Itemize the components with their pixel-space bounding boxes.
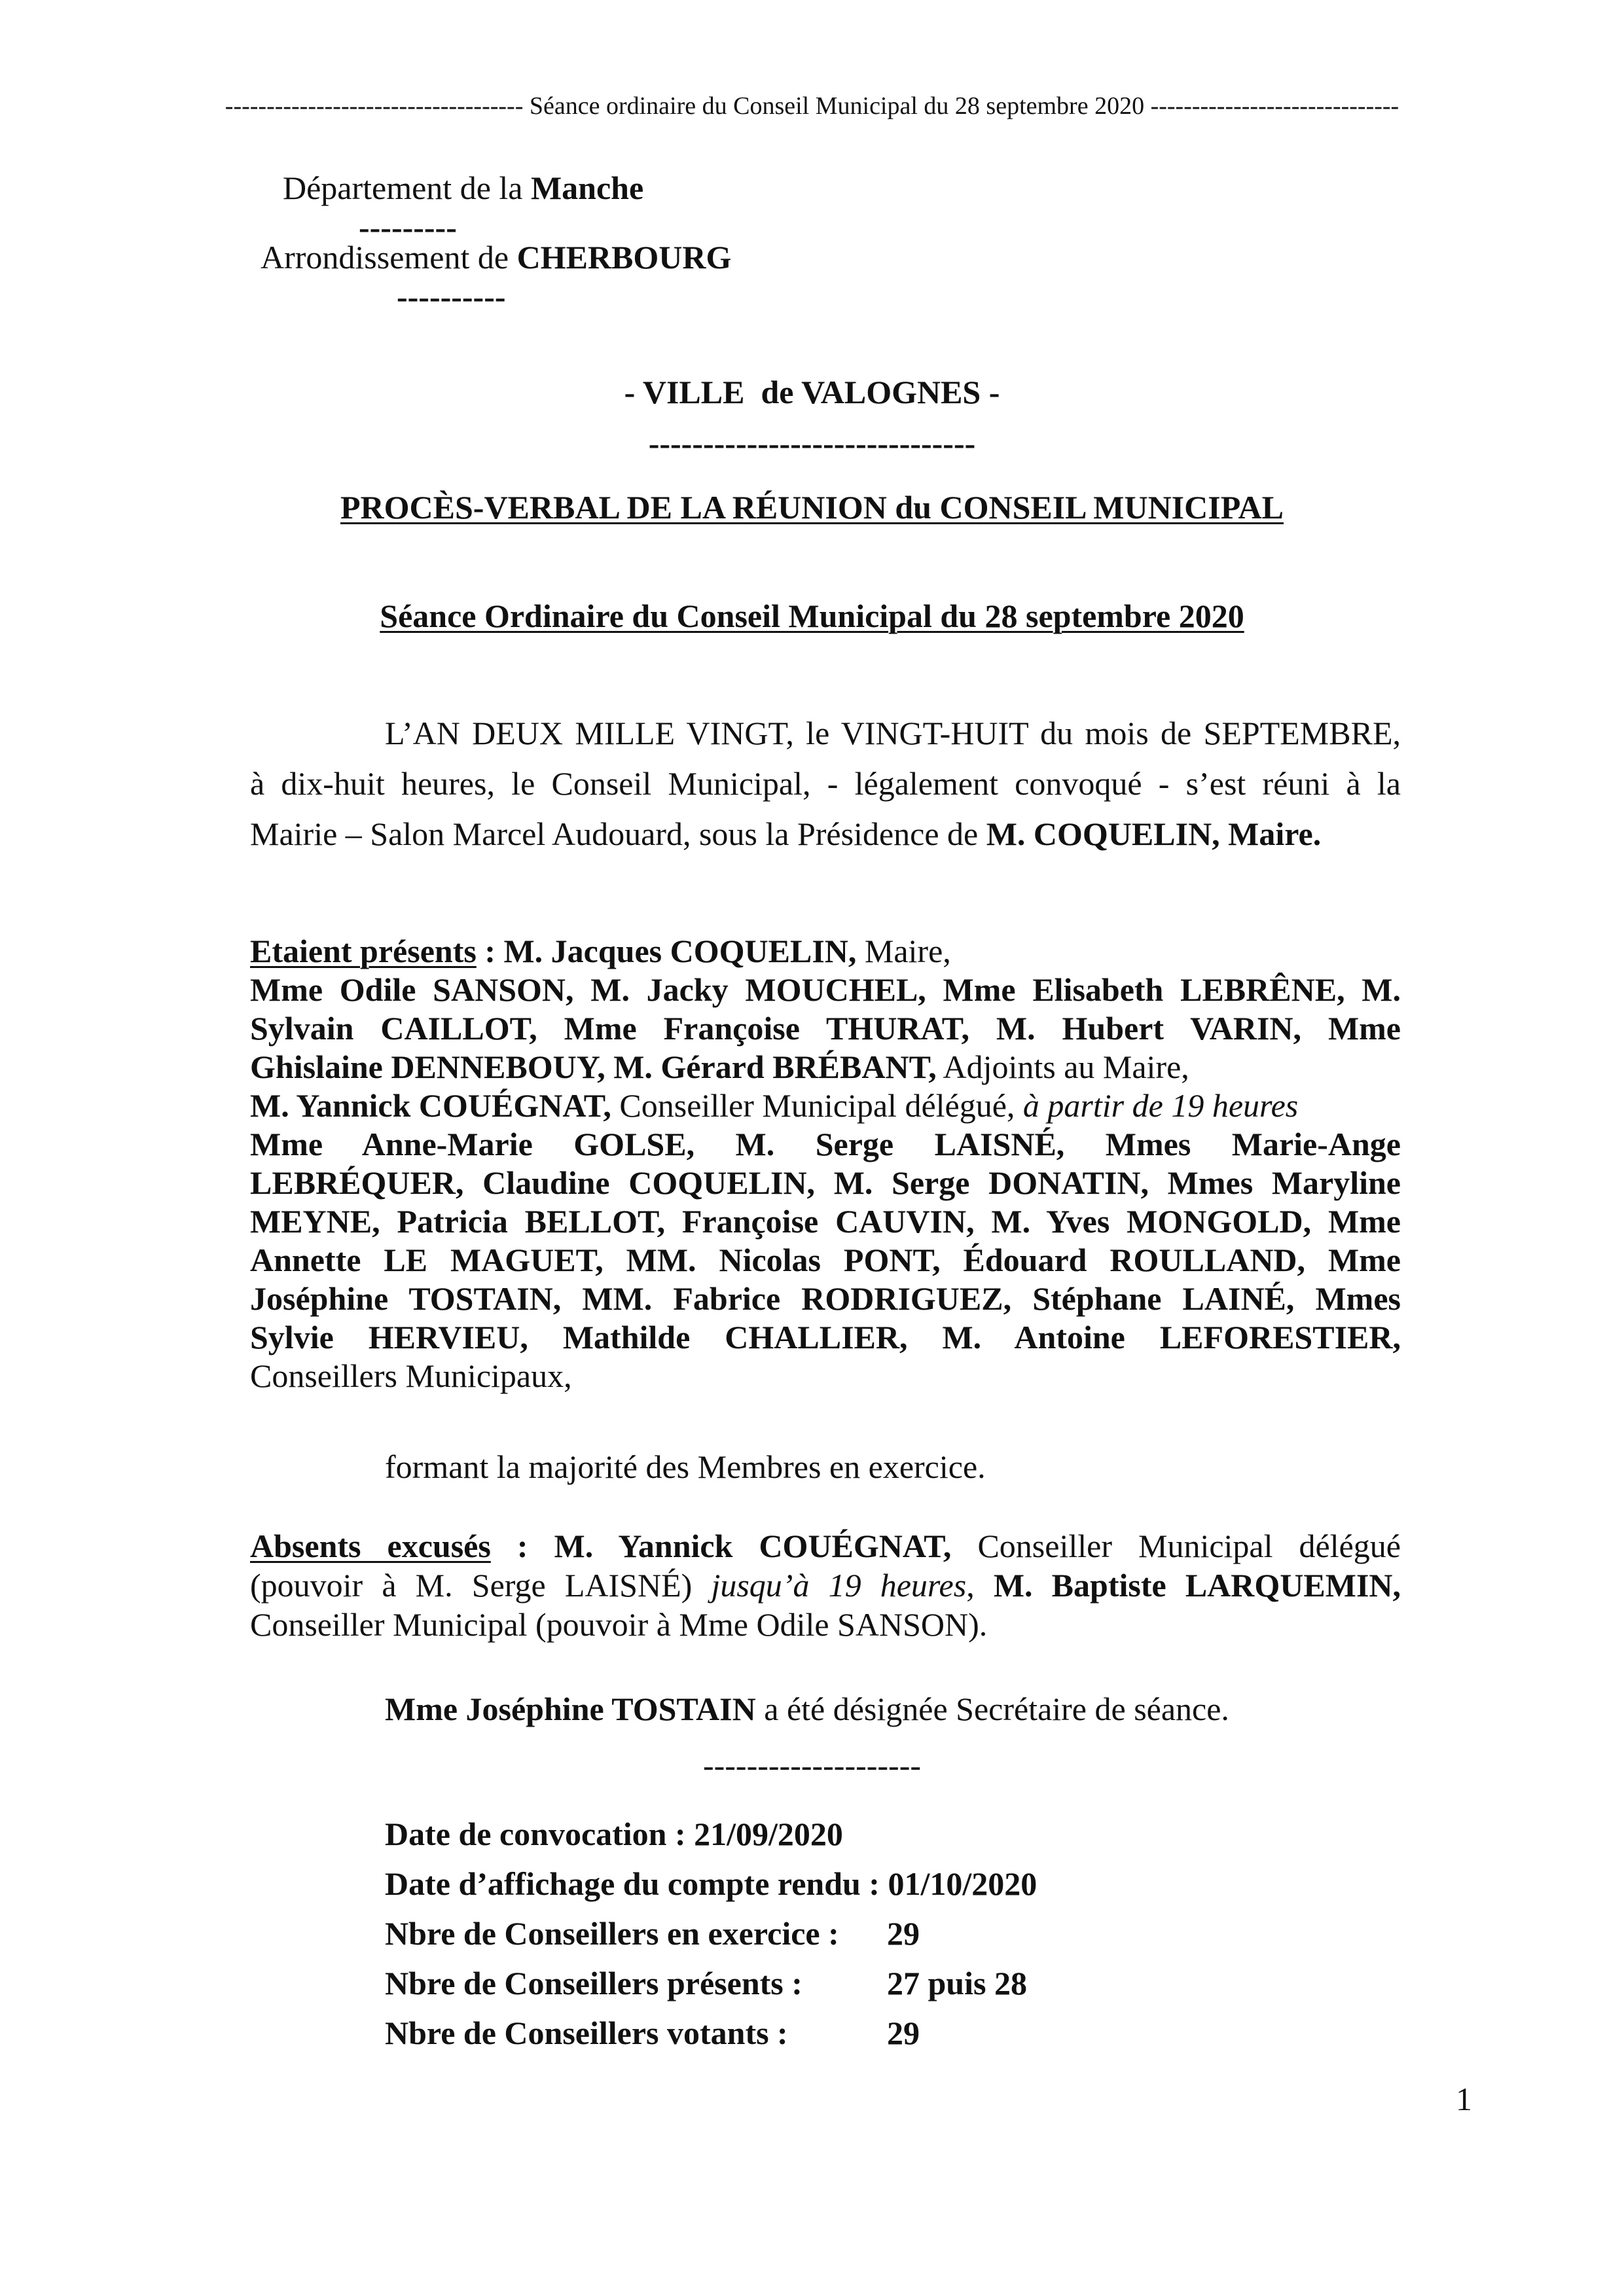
stats-label: Nbre de Conseillers votants : (385, 2015, 788, 2051)
intro-paragraph (250, 708, 1401, 859)
absents-line (250, 1566, 1401, 1605)
secretaire-line (385, 1690, 1229, 1728)
absents-line: Conseiller Municipal (pouvoir à Mme Odile SANSON). (250, 1606, 988, 1643)
ville-separator: ------------------------------ (648, 425, 976, 461)
presents-line: Annette LE MAGUET, MM. Nicolas PONT, Édouard ROULLAND, Mme (250, 1242, 1401, 1278)
stats-row (385, 1958, 1027, 2008)
presents-line: Mme Anne-Marie GOLSE, M. Serge LAISNÉ, Mmes Marie-Ange (250, 1126, 1401, 1162)
presents-colon: : (476, 933, 504, 969)
intro-line: à dix-huit heures, le Conseil Municipal, - légalement convoqué - s’est réuni à la (250, 765, 1401, 802)
stats-label: Nbre de Conseillers en exercice : (385, 1915, 839, 1952)
stats-label: Date de convocation : 21/09/2020 (385, 1816, 843, 1852)
arrondissement-prefix: Arrondissement de (261, 239, 517, 276)
session-subtitle: Séance Ordinaire du Conseil Municipal du 28 septembre 2020 (380, 598, 1244, 634)
ville-title: - VILLE de VALOGNES - (624, 374, 1000, 410)
presents-maire: M. Jacques COQUELIN, (503, 933, 857, 969)
absents-role: Conseiller Municipal délégué (951, 1528, 1401, 1564)
intro-text: Mairie – Salon Marcel Audouard, sous la Présidence de (250, 816, 986, 852)
stats-value: 29 (887, 2015, 920, 2051)
presents-role: Conseiller Municipal délégué, (611, 1087, 1023, 1124)
stats-row (385, 2008, 1027, 2058)
stats-row (385, 1859, 1038, 1909)
presents-line (250, 1048, 1401, 1086)
stats-value: 27 puis 28 (887, 1965, 1027, 2001)
presents-label: Etaient présents (250, 933, 477, 969)
absents-pouvoir: (pouvoir à M. Serge LAISNÉ) (250, 1567, 712, 1604)
presents-line: MEYNE, Patricia BELLOT, Françoise CAUVIN, M. Yves MONGOLD, Mme (250, 1203, 1401, 1240)
presents-line: Sylvie HERVIEU, Mathilde CHALLIER, M. Antoine LEFORESTIER, (250, 1319, 1401, 1355)
presents-line: Mme Odile SANSON, M. Jacky MOUCHEL, Mme Elisabeth LEBRÊNE, M. (250, 971, 1401, 1008)
absents-name: M. Yannick COUÉGNAT, (554, 1528, 952, 1564)
department-line (283, 169, 643, 207)
stats-row (385, 1809, 1027, 1859)
presents-line (250, 1086, 1401, 1125)
document-title: PROCÈS-VERBAL DE LA RÉUNION du CONSEIL MUNICIPAL (340, 489, 1284, 526)
department-prefix: Département de la (283, 170, 531, 206)
stats-label: Nbre de Conseillers présents : (385, 1965, 803, 2001)
department-separator: --------- (359, 209, 457, 245)
secretaire-text: a été désignée Secrétaire de séance. (755, 1691, 1229, 1727)
arrondissement-name: CHERBOURG (516, 239, 732, 276)
presents-paragraph (250, 932, 1401, 1395)
majorite-line: formant la majorité des Membres en exercice. (385, 1448, 986, 1485)
absents-colon: : (490, 1528, 554, 1564)
presents-line: Joséphine TOSTAIN, MM. Fabrice RODRIGUEZ, Stéphane LAINÉ, Mmes (250, 1280, 1401, 1317)
presents-line: LEBRÉQUER, Claudine COQUELIN, M. Serge DONATIN, Mmes Maryline (250, 1164, 1401, 1201)
absents-comma: , (966, 1567, 994, 1604)
stats-label: Date d’affichage du compte rendu : 01/10/2020 (385, 1865, 1038, 1902)
presents-line: Sylvain CAILLOT, Mme Françoise THURAT, M. Hubert VARIN, Mme (250, 1010, 1401, 1047)
absents-line (250, 1526, 1401, 1566)
stats-row (385, 1909, 1027, 1958)
stats-block (385, 1809, 1038, 2058)
intro-president: M. COQUELIN, Maire. (986, 816, 1322, 852)
running-header: ------------------------------------ Séance ordinaire du Conseil Municipal du 28 septembre 2020 ------------------------------ (225, 92, 1399, 120)
absents-name: M. Baptiste LARQUEMIN, (993, 1567, 1401, 1604)
presents-role: Adjoints au Maire, (936, 1049, 1189, 1085)
secretaire-name: Mme Joséphine TOSTAIN (385, 1691, 756, 1727)
absents-label: Absents excusés (250, 1528, 491, 1564)
absents-note: jusqu’à 19 heures (711, 1567, 967, 1604)
presents-maire-role: Maire, (856, 933, 951, 969)
presents-names: M. Yannick COUÉGNAT, (250, 1087, 611, 1124)
presents-line (250, 932, 1401, 971)
arrondissement-separator: ---------- (397, 278, 506, 315)
arrondissement-line (261, 238, 731, 276)
department-name: Manche (530, 170, 644, 206)
page-number: 1 (1456, 2081, 1472, 2117)
presents-names: Ghislaine DENNEBOUY, M. Gérard BRÉBANT, (250, 1049, 937, 1085)
intro-line (250, 809, 1401, 859)
presents-note: à partir de 19 heures (1022, 1087, 1299, 1124)
presents-line: Conseillers Municipaux, (250, 1357, 572, 1394)
absents-paragraph (250, 1526, 1401, 1644)
section-separator: -------------------- (702, 1747, 921, 1784)
intro-line: L’AN DEUX MILLE VINGT, le VINGT-HUIT du mois de SEPTEMBRE, (385, 715, 1401, 751)
stats-value: 29 (887, 1915, 920, 1952)
